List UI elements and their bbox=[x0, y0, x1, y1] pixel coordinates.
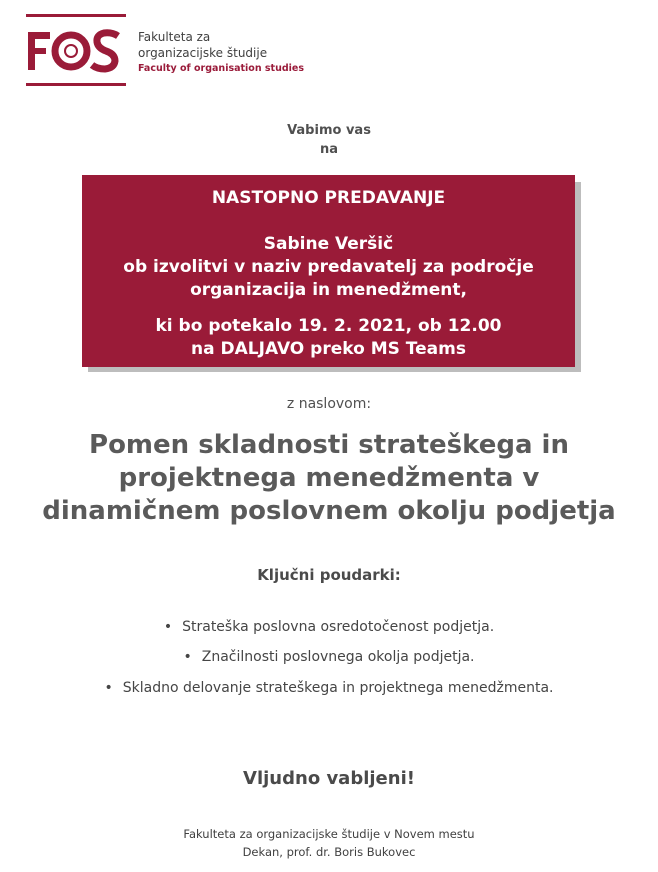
invite-line1: Vabimo vas bbox=[287, 123, 371, 138]
faculty-name-line1: Fakulteta za bbox=[138, 30, 211, 44]
lecture-title-line3: dinamičnem poslovnem okolju podjetja bbox=[42, 496, 616, 526]
faculty-name-english: Faculty of organisation studies bbox=[138, 63, 305, 74]
lecturer-line3: organizacija in menedžment, bbox=[190, 280, 467, 300]
invitation-intro bbox=[0, 121, 658, 159]
list-item-text: Strateška poslovna osredotočenost podjetja. bbox=[182, 619, 495, 635]
lecture-title-line1: Pomen skladnosti strateškega in bbox=[89, 430, 569, 460]
footer bbox=[0, 825, 658, 861]
lecturer-name: Sabine Veršič bbox=[263, 234, 394, 254]
lecture-type: NASTOPNO PREDAVANJE bbox=[211, 188, 446, 208]
lecture-title-line2: projektnega menedžmenta v bbox=[118, 463, 540, 493]
logo-text bbox=[138, 29, 304, 77]
fos-logo-mark bbox=[26, 14, 126, 86]
list-item-text: Skladno delovanje strateškega in projektnega menedžmenta. bbox=[122, 680, 554, 696]
footer-line1: Fakulteta za organizacijske študije v Novem mestu bbox=[183, 827, 475, 841]
list-item bbox=[0, 680, 658, 696]
list-item bbox=[0, 649, 658, 665]
fos-logo bbox=[26, 14, 126, 86]
lecture-location: na DALJAVO preko MS Teams bbox=[191, 339, 466, 359]
welcome-text: Vljudno vabljeni! bbox=[243, 768, 415, 789]
footer-line2: Dekan, prof. dr. Boris Bukovec bbox=[242, 845, 416, 859]
invite-line2: na bbox=[319, 142, 339, 157]
announcement-box bbox=[82, 175, 575, 367]
list-item bbox=[0, 619, 658, 635]
bullet-icon: • bbox=[183, 649, 192, 665]
lecturer-line2: ob izvolitvi v naziv predavatelj za področje bbox=[123, 257, 534, 277]
list-item-text: Značilnosti poslovnega okolja podjetja. bbox=[201, 649, 475, 665]
key-points-heading: Ključni poudarki: bbox=[257, 566, 401, 584]
lecture-datetime: ki bo potekalo 19. 2. 2021, ob 12.00 bbox=[155, 316, 502, 336]
lecturer-info bbox=[82, 233, 575, 302]
title-intro: z naslovom: bbox=[286, 396, 372, 412]
bullet-icon: • bbox=[163, 619, 173, 635]
faculty-name-line2: organizacijske študije bbox=[138, 46, 268, 60]
bullet-icon: • bbox=[104, 680, 113, 696]
lecture-title bbox=[0, 429, 658, 528]
lecture-when bbox=[82, 315, 575, 361]
